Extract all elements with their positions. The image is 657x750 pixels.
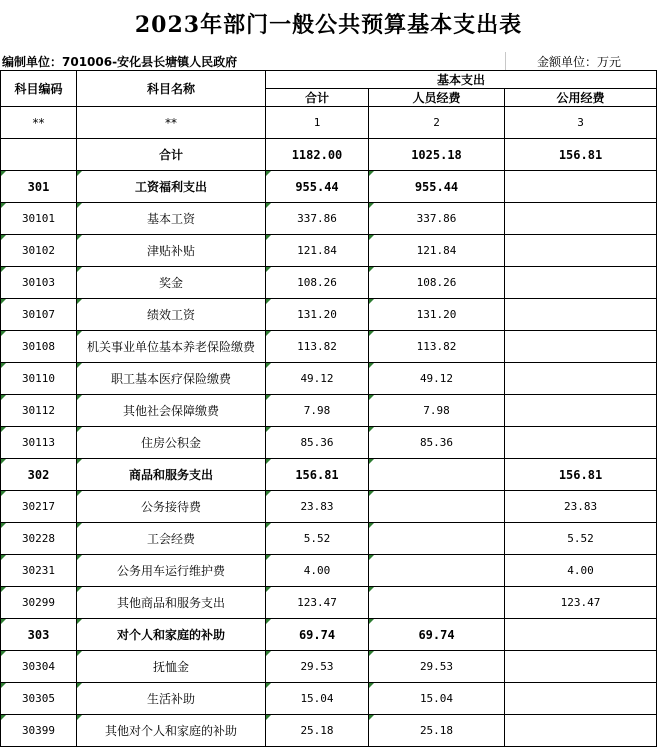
cell-name: 奖金 — [77, 267, 266, 299]
cell-total: 69.74 — [266, 619, 369, 651]
cell-public: 123.47 — [505, 587, 657, 619]
cell-public — [505, 363, 657, 395]
cell-public — [505, 619, 657, 651]
compiling-unit: 编制单位：701006-安化县长塘镇人民政府 — [2, 55, 238, 69]
cell-total: 5.52 — [266, 523, 369, 555]
table-row — [1, 523, 657, 555]
cell-total: 123.47 — [266, 587, 369, 619]
cell-total: 29.53 — [266, 651, 369, 683]
header-basic-expenditure: 基本支出 — [266, 71, 657, 89]
cell-personnel — [369, 459, 505, 491]
cell-code: 30113 — [1, 427, 77, 459]
cell-public — [505, 427, 657, 459]
cell-personnel — [369, 587, 505, 619]
header-public: 公用经费 — [505, 89, 657, 107]
table-row — [1, 267, 657, 299]
header-code: 科目编码 — [1, 71, 77, 107]
cell-code: 30217 — [1, 491, 77, 523]
cell-code: 30102 — [1, 235, 77, 267]
cell-total: 156.81 — [266, 459, 369, 491]
index-public: 3 — [505, 107, 657, 139]
cell-name: 对个人和家庭的补助 — [77, 619, 266, 651]
cell-total: 955.44 — [266, 171, 369, 203]
cell-code: 30228 — [1, 523, 77, 555]
cell-total: 131.20 — [266, 299, 369, 331]
cell-total: 49.12 — [266, 363, 369, 395]
cell-personnel: 955.44 — [369, 171, 505, 203]
cell-total: 337.86 — [266, 203, 369, 235]
cell-personnel: 337.86 — [369, 203, 505, 235]
cell-name: 公务接待费 — [77, 491, 266, 523]
table-row — [1, 395, 657, 427]
cell-name: 工资福利支出 — [77, 171, 266, 203]
table-row — [1, 203, 657, 235]
table-row — [1, 555, 657, 587]
table-row — [1, 619, 657, 651]
cell-public — [505, 299, 657, 331]
cell-code: 30112 — [1, 395, 77, 427]
header-row-1 — [1, 71, 657, 89]
cell-total: 4.00 — [266, 555, 369, 587]
table-row — [1, 331, 657, 363]
cell-personnel: 7.98 — [369, 395, 505, 427]
cell-public — [505, 331, 657, 363]
cell-code: 30103 — [1, 267, 77, 299]
cell-name: 商品和服务支出 — [77, 459, 266, 491]
cell-name: 津贴补贴 — [77, 235, 266, 267]
cell-public: 5.52 — [505, 523, 657, 555]
cell-code: 301 — [1, 171, 77, 203]
cell-name: 抚恤金 — [77, 651, 266, 683]
table-row — [1, 587, 657, 619]
index-code: ** — [1, 107, 77, 139]
cell-code — [1, 139, 77, 171]
report-title: 2023年部门一般公共预算基本支出表 — [134, 12, 523, 38]
cell-code: 30305 — [1, 683, 77, 715]
cell-code: 30304 — [1, 651, 77, 683]
cell-personnel: 113.82 — [369, 331, 505, 363]
header-name: 科目名称 — [77, 71, 266, 107]
table-row — [1, 427, 657, 459]
cell-total: 25.18 — [266, 715, 369, 747]
cell-name: 其他对个人和家庭的补助 — [77, 715, 266, 747]
cell-personnel: 25.18 — [369, 715, 505, 747]
table-row — [1, 363, 657, 395]
cell-name: 公务用车运行维护费 — [77, 555, 266, 587]
cell-code: 302 — [1, 459, 77, 491]
table-row — [1, 459, 657, 491]
cell-total: 113.82 — [266, 331, 369, 363]
cell-code: 30107 — [1, 299, 77, 331]
cell-name: 绩效工资 — [77, 299, 266, 331]
cell-name: 合计 — [77, 139, 266, 171]
header-total: 合计 — [266, 89, 369, 107]
cell-name: 其他商品和服务支出 — [77, 587, 266, 619]
table-row — [1, 651, 657, 683]
budget-table — [0, 70, 657, 747]
cell-total: 23.83 — [266, 491, 369, 523]
cell-public — [505, 683, 657, 715]
table-row — [1, 139, 657, 171]
cell-public — [505, 651, 657, 683]
cell-personnel: 85.36 — [369, 427, 505, 459]
cell-public — [505, 267, 657, 299]
cell-public — [505, 395, 657, 427]
cell-personnel: 49.12 — [369, 363, 505, 395]
cell-public: 156.81 — [505, 139, 657, 171]
cell-personnel: 29.53 — [369, 651, 505, 683]
amount-unit: 金额单位：万元 — [537, 55, 622, 69]
index-total: 1 — [266, 107, 369, 139]
table-row — [1, 235, 657, 267]
table-row — [1, 299, 657, 331]
cell-personnel — [369, 555, 505, 587]
cell-name: 住房公积金 — [77, 427, 266, 459]
cell-personnel: 121.84 — [369, 235, 505, 267]
cell-code: 30110 — [1, 363, 77, 395]
cell-code: 30399 — [1, 715, 77, 747]
cell-code: 30299 — [1, 587, 77, 619]
table-row — [1, 491, 657, 523]
cell-total: 121.84 — [266, 235, 369, 267]
header-personnel: 人员经费 — [369, 89, 505, 107]
cell-name: 生活补助 — [77, 683, 266, 715]
cell-public — [505, 171, 657, 203]
cell-personnel: 1025.18 — [369, 139, 505, 171]
table-row — [1, 171, 657, 203]
cell-public — [505, 715, 657, 747]
cell-code: 30231 — [1, 555, 77, 587]
cell-total: 1182.00 — [266, 139, 369, 171]
cell-name: 机关事业单位基本养老保险缴费 — [77, 331, 266, 363]
cell-name: 基本工资 — [77, 203, 266, 235]
cell-total: 15.04 — [266, 683, 369, 715]
cell-name: 职工基本医疗保险缴费 — [77, 363, 266, 395]
cell-public: 23.83 — [505, 491, 657, 523]
cell-personnel — [369, 491, 505, 523]
index-personnel: 2 — [369, 107, 505, 139]
cell-name: 其他社会保障缴费 — [77, 395, 266, 427]
cell-public — [505, 235, 657, 267]
cell-personnel: 108.26 — [369, 267, 505, 299]
unit-info-row — [0, 52, 657, 70]
cell-total: 108.26 — [266, 267, 369, 299]
cell-public — [505, 203, 657, 235]
cell-code: 30108 — [1, 331, 77, 363]
cell-personnel: 69.74 — [369, 619, 505, 651]
cell-code: 30101 — [1, 203, 77, 235]
table-row — [1, 715, 657, 747]
cell-public: 156.81 — [505, 459, 657, 491]
cell-total: 7.98 — [266, 395, 369, 427]
index-row — [1, 107, 657, 139]
index-name: ** — [77, 107, 266, 139]
cell-public: 4.00 — [505, 555, 657, 587]
cell-personnel: 15.04 — [369, 683, 505, 715]
unit-divider — [505, 52, 506, 70]
cell-total: 85.36 — [266, 427, 369, 459]
cell-code: 303 — [1, 619, 77, 651]
cell-personnel: 131.20 — [369, 299, 505, 331]
cell-personnel — [369, 523, 505, 555]
table-row — [1, 683, 657, 715]
cell-name: 工会经费 — [77, 523, 266, 555]
